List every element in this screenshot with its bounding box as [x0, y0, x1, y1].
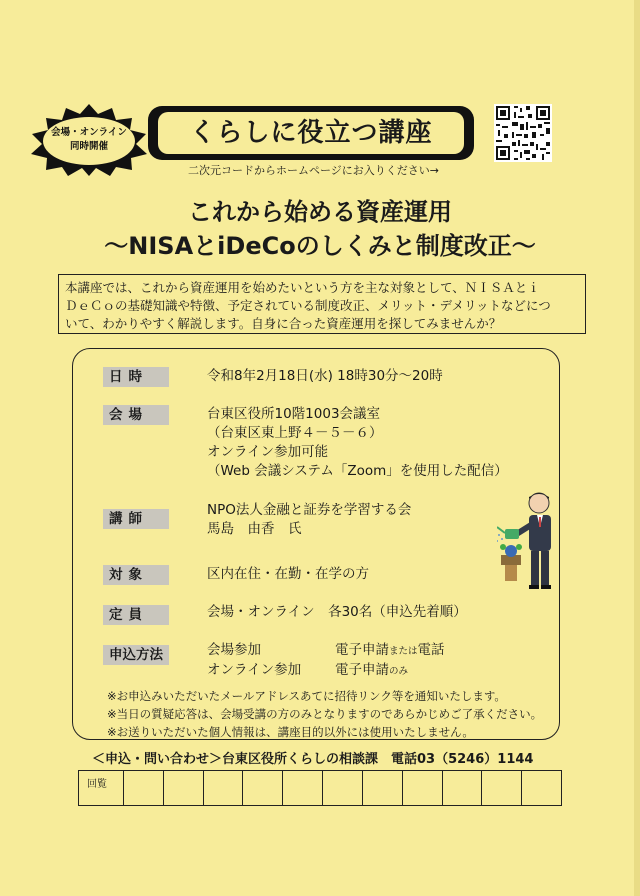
venue-label: 会場	[103, 405, 169, 425]
circulation-cell	[521, 771, 561, 805]
note-1: ※お申込みいただいたメールアドレスあてに招待リンク等を通知いたします。	[107, 689, 506, 703]
capacity-label: 定員	[103, 605, 169, 625]
target-value: 区内在住・在勤・在学の方	[207, 566, 369, 582]
circulation-grid	[78, 770, 562, 806]
date-value: 令和8年2月18日(水) 18時30分～20時	[207, 368, 443, 384]
apply-venue-or: または	[389, 646, 418, 657]
venue-line1: 台東区役所10階1003会議室	[207, 406, 381, 422]
venue-value	[207, 405, 508, 481]
lecturer-label: 講師	[103, 509, 169, 529]
series-title-box	[148, 106, 474, 160]
badge-line2: 同時開催	[69, 141, 108, 152]
apply-venue-method: 電子申請	[335, 642, 389, 658]
badge-line1: 会場・オンライン	[51, 127, 127, 138]
note-3: ※お送りいただいた個人情報は、講座目的以外には使用いたしません。	[107, 725, 474, 739]
note-2: ※当日の質疑応答は、会場受講の方のみとなりますのであらかじめご了承ください。	[107, 707, 543, 721]
capacity-value: 会場・オンライン 各30名（申込先着順）	[207, 604, 467, 620]
apply-online-method: 電子申請	[335, 662, 389, 678]
circulation-cell	[163, 771, 203, 805]
qr-code-icon	[494, 104, 552, 162]
notes	[107, 687, 542, 741]
venue-line2: （台東区東上野４－５－６）	[207, 425, 383, 441]
circulation-cell	[322, 771, 362, 805]
course-title-line2: ～NISAとiDeCoのしくみと制度改正～	[104, 232, 536, 260]
apply-venue-method2: 電話	[417, 642, 445, 658]
apply-label: 申込方法	[103, 645, 169, 665]
date-label: 日時	[103, 367, 169, 387]
intro-box	[58, 274, 586, 334]
apply-online-type: オンライン参加	[207, 662, 302, 678]
circulation-cell	[442, 771, 482, 805]
circulation-label: 回覧	[87, 779, 107, 790]
circulation-cell	[282, 771, 322, 805]
circulation-cell	[123, 771, 163, 805]
venue-line3: オンライン参加可能	[207, 444, 329, 460]
lecturer-line2: 馬島 由香 氏	[207, 521, 302, 537]
details-box	[72, 348, 560, 740]
target-label: 対象	[103, 565, 169, 585]
intro-line1: 本講座では、これから資産運用を始めたいという方を主な対象として、ＮＩＳＡとｉ	[65, 280, 540, 295]
apply-methods	[207, 641, 445, 681]
qr-caption: 二次元コードからホームページにお入りください→	[188, 164, 439, 177]
circulation-cell	[242, 771, 282, 805]
apply-online-only: のみ	[389, 666, 409, 677]
contact-footer: ＜申込・問い合わせ＞台東区役所くらしの相談課 電話03（5246）1144	[92, 752, 534, 767]
circulation-cell	[203, 771, 243, 805]
circulation-cell	[402, 771, 442, 805]
venue-line4: （Web 会議システム「Zoom」を使用した配信）	[207, 463, 508, 479]
intro-line3: いて、わかりやすく解説します。自身に合った資産運用を探してみませんか？	[65, 316, 502, 331]
lecturer-watering-illustration	[497, 489, 567, 593]
simultaneous-badge	[30, 104, 148, 176]
circulation-cell	[362, 771, 402, 805]
intro-line2: ＤｅＣｏの基礎知識や特徴、予定されている制度改正、メリット・デメリットなどにつ	[65, 298, 551, 313]
circulation-cell	[481, 771, 521, 805]
lecturer-value	[207, 501, 411, 539]
apply-venue-type: 会場参加	[207, 642, 261, 658]
course-title-line1: これから始める資産運用	[188, 198, 452, 226]
lecturer-line1: NPO法人金融と証券を学習する会	[207, 502, 412, 518]
page-edge	[634, 0, 640, 896]
series-title: くらしに役立つ講座	[158, 112, 464, 154]
